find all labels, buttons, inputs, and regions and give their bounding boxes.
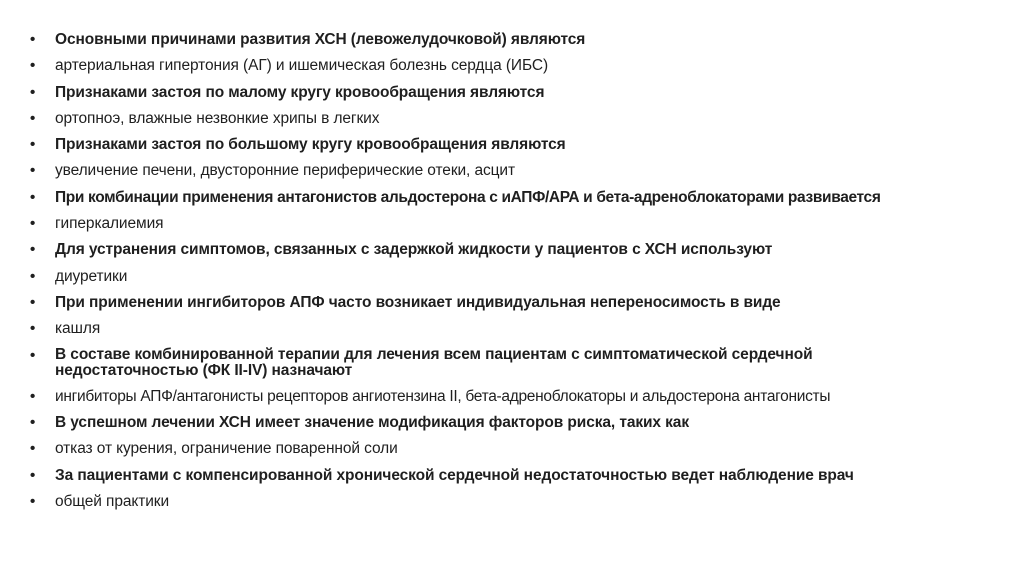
question-item [30,31,1015,49]
question-text: Основными причинами развития ХСН (левожелудочковой) являются [55,31,586,48]
bullet-dot-icon: • [30,320,36,338]
answer-item [30,215,1015,233]
question-item [30,84,1015,102]
question-text: Для устранения симптомов, связанных с задержкой жидкости у пациентов с ХСН используют [55,241,773,259]
answer-item [30,57,1015,75]
question-text: За пациентами с компенсированной хронической сердечной недостаточностью ведет наблюдение врач [55,466,854,484]
bullet-dot-icon: • [30,414,36,432]
bullet-dot-icon: • [30,109,36,127]
answer-text: диуретики [55,267,128,285]
bullet-dot-icon: • [30,215,36,233]
bullet-dot-icon: • [30,57,36,75]
answer-item [30,388,1015,406]
question-text: В составе комбинированной терапии для лечения всем пациентам с симптоматической сердечной недостаточностью (ФК II-IV) назначают [55,345,813,380]
bullet-list [30,31,1015,519]
bullet-dot-icon: • [30,387,35,405]
bullet-dot-icon: • [30,293,36,311]
answer-item [30,110,1015,128]
question-item [30,189,1015,207]
bullet-dot-icon: • [30,136,36,154]
answer-text: артериальная гипертония (АГ) и ишемическая болезнь сердца (ИБС) [55,57,549,75]
question-item [30,241,1015,259]
bullet-dot-icon: • [30,83,36,101]
answer-text: ингибиторы АПФ/антагонисты рецепторов ангиотензина II, бета-адреноблокаторы и альдостерона антагонисты [55,387,831,405]
question-text: Признаками застоя по большому кругу кровообращения являются [55,136,566,154]
bullet-dot-icon: • [30,188,35,206]
answer-text: отказ от курения, ограничение поваренной соли [55,440,398,458]
question-text: При применении ингибиторов АПФ часто возникает индивидуальная непереносимость в виде [55,293,781,311]
bullet-dot-icon: • [30,267,36,285]
question-item [30,136,1015,154]
answer-item [30,268,1015,286]
answer-item [30,162,1015,180]
question-item [30,347,915,380]
answer-text: гиперкалиемия [55,215,164,233]
answer-item [30,493,1015,511]
question-item [30,414,1015,432]
question-item [30,467,1015,485]
question-text: При комбинации применения антагонистов альдостерона с иАПФ/АРА и бета-адреноблокаторами развивается [55,188,881,206]
answer-text: ортопноэ, влажные незвонкие хрипы в легких [55,109,380,127]
answer-text: общей практики [55,493,170,511]
bullet-dot-icon: • [30,241,36,259]
answer-item [30,440,1015,458]
bullet-dot-icon: • [30,162,36,180]
question-item [30,294,1015,312]
answer-text: кашля [55,320,101,338]
bullet-dot-icon: • [30,466,36,484]
question-text: Признаками застоя по малому кругу кровообращения являются [55,83,545,101]
question-text: В успешном лечении ХСН имеет значение модификация факторов риска, таких как [55,414,689,432]
answer-text: увеличение печени, двусторонние периферические отеки, асцит [55,162,515,180]
bullet-dot-icon: • [30,493,36,511]
bullet-dot-icon: • [30,346,36,364]
bullet-dot-icon: • [30,31,36,48]
answer-item [30,320,1015,338]
bullet-dot-icon: • [30,440,36,458]
